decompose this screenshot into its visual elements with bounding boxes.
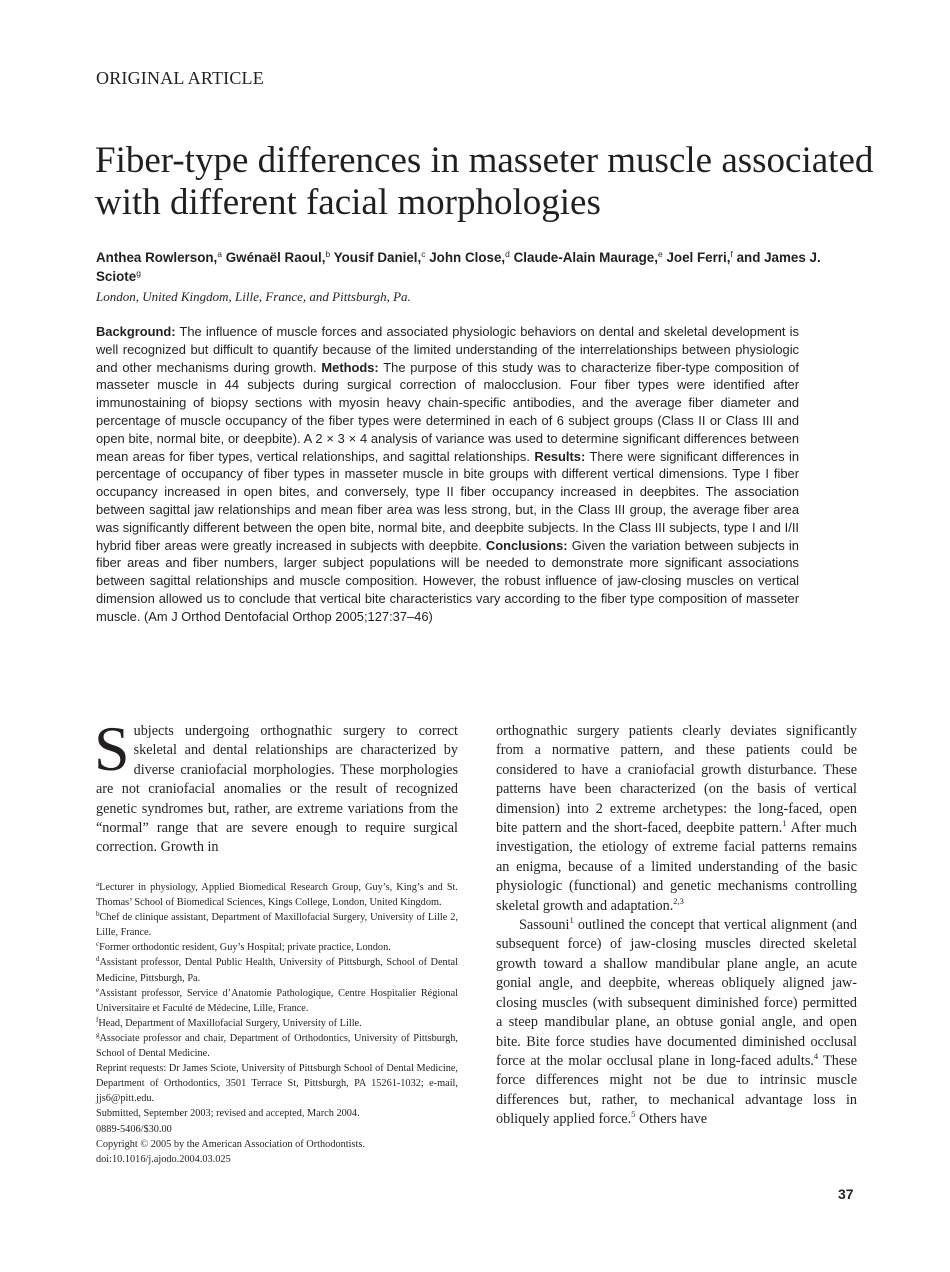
footnote-mark: b [96, 910, 100, 919]
abstract-citation: (Am J Orthod Dentofacial Orthop 2005;127:37–46) [144, 608, 433, 624]
abstract-methods-label: Methods: [321, 359, 379, 375]
footnote-text: Assistant professor, Service d’Anatomie Pathologique, Centre Hospitalier Régional Universitaire et Faculté de Médecine, Lille, France. [96, 987, 458, 1014]
body-paragraph [94, 713, 458, 858]
body-text: orthognathic surgery patients clearly deviates significantly from a normative pattern, and these patients could be considered to have a craniofacial growth disturbance. These patterns have been characterized (on the basis of vertical dimension) into 2 extreme archetypes: the long-faced, open bite pattern and the short-faced, deepbite pattern. [496, 723, 857, 837]
affiliation-footnote [96, 955, 458, 985]
author-name[interactable]: Gwénaël Raoul, [225, 250, 326, 265]
affiliation-locations: London, United Kingdom, Lille, France, and Pittsburgh, Pa. [96, 289, 411, 304]
author-conjunction: and [736, 250, 761, 265]
affiliation-footnote [96, 880, 458, 910]
affiliation-mark: b [325, 249, 331, 259]
reference-mark[interactable]: 4 [813, 1050, 819, 1061]
abstract-methods-text: The purpose of this study was to characterize fiber-type composition of masseter muscle in 44 subjects during surgical correction of malocclusion. Four fiber types were identified after immunostaining of biopsy sections with myosin heavy chain-specific antibodies, and the average fiber diameter and percentage of muscle occupancy of the fiber types were determined in each of 6 subject groups (Class II or Class III and open bite, normal bite, or deepbite). A 2 × 3 × 4 analysis of variance was used to determine significant differences between mean areas for fiber types, vertical relationships, and sagittal relationships. [96, 359, 799, 464]
reference-mark[interactable]: 2,3 [673, 895, 684, 906]
affiliation-footnote [96, 940, 458, 955]
drop-cap: S [94, 713, 130, 784]
author-name[interactable]: John Close, [429, 250, 506, 265]
body-column-left [94, 713, 458, 858]
affiliation-mark: d [505, 249, 510, 259]
footnote-mark: f [96, 1015, 99, 1024]
abstract [96, 323, 799, 626]
section-label: ORIGINAL ARTICLE [96, 68, 264, 88]
footnote-mark: c [96, 940, 100, 949]
body-column-right [496, 722, 857, 1130]
reference-mark[interactable]: 1 [782, 818, 787, 829]
body-text: Others have [635, 1111, 708, 1128]
doi[interactable]: doi:10.1016/j.ajodo.2004.03.025 [96, 1153, 231, 1165]
footnote-text: Head, Department of Maxillofacial Surgery, University of Lille. [98, 1017, 362, 1029]
footnote-text: Former orthodontic resident, Guy’s Hospital; private practice, London. [99, 942, 391, 954]
article-title: Fiber-type differences in masseter muscle associated with different facial morphologies [95, 140, 874, 223]
author-name[interactable]: James J. Sciote [96, 250, 821, 284]
reprint-requests: Reprint requests: Dr James Sciote, University of Pittsburgh School of Dental Medicine, Department of Orthodontics, 3501 Terrace St, Pittsburgh, PA 15261-1032; e-mail, jjs6@pitt.edu. [96, 1063, 458, 1105]
footnote-text: Associate professor and chair, Department of Orthodontics, University of Pittsburgh, School of Dental Medicine. [96, 1032, 458, 1060]
affiliation-footnote [96, 910, 458, 940]
footnote-mark: d [96, 955, 100, 964]
body-paragraph [496, 722, 857, 916]
footnotes [96, 880, 458, 1167]
author-name[interactable]: Anthea Rowlerson, [96, 250, 218, 265]
abstract-results-label: Results: [534, 448, 586, 464]
affiliation-footnote [96, 1016, 458, 1031]
copyright: Copyright © 2005 by the American Association of Orthodontists. [96, 1138, 365, 1150]
abstract-results-text: There were significant differences in percentage of occupancy of fiber types in masseter muscle in bite groups with different vertical dimensions. Type I fiber occupancy increased in open bites, and conversely, type II fiber occupancy increased in deepbites. The association between sagittal jaw relationships and mean fiber area was less strong, but, in the Class III group, the average fiber area was significantly different between the open bite, normal bite, and deepbite subjects. In the Class III subjects, type I and I/II hybrid fiber areas were greatly increased in subjects with deepbite. [96, 448, 799, 553]
footnote-mark: a [96, 880, 100, 888]
affiliation-footnotes [96, 880, 458, 1061]
reference-mark[interactable]: 1 [569, 915, 574, 926]
body-text: outlined the concept that vertical alignment (and subsequent force) of jaw-closing muscles directed skeletal growth toward a shallow mandibular plane angle, an acute gonial angle, and deepbite, whereas obliquely aligned jaw-closing muscles (with subsequent diminished force) permitted a steep mandibular plane, an obtuse gonial angle, and open bite. Bite force studies have documented diminished occlusal force at the molar occlusal plane in long-faced adults. [496, 917, 857, 1069]
abstract-conclusions-text: Given the variation between subjects in fiber areas and fiber numbers, larger subject populations will be needed to demonstrate more significant associations between sagittal relationships and muscle composition. However, the robust influence of jaw-closing muscles on vertical dimension allowed us to conclude that vertical bite characteristics vary according to the fiber type composition of masseter muscle. [96, 537, 799, 624]
affiliation-footnote [96, 1031, 458, 1061]
body-text: ubjects undergoing orthognathic surgery to correct skeletal and dental relationships are characterized by diverse craniofacial morphologies. These morphologies are not craniofacial anomalies or the result of recognized genetic syndromes but, rather, are extreme variations from the “normal” range that are severe enough to require surgical correction. Growth in [96, 723, 458, 856]
abstract-background-label: Background: [96, 324, 176, 339]
footnote-text: Chef de clinique assistant, Department of Maxillofacial Surgery, University of Lille 2, Lille, France. [96, 912, 458, 939]
body-text: Sassouni [519, 917, 570, 934]
footnote-text: Lecturer in physiology, Applied Biomedical Research Group, Guy’s, King’s and St. Thomas’ School of Biomedical Sciences, Kings College, London, United Kingdom. [96, 882, 458, 909]
footnote-text: Assistant professor, Dental Public Health, University of Pittsburgh, School of Dental Medicine, Pittsburgh, Pa. [96, 957, 458, 984]
author-name[interactable]: Claude-Alain Maurage, [513, 250, 658, 265]
submission-dates: Submitted, September 2003; revised and accepted, March 2004. [96, 1108, 360, 1120]
footnote-mark: g [96, 1030, 100, 1039]
reference-mark[interactable]: 5 [631, 1109, 636, 1120]
issn: 0889-5406/$30.00 [96, 1123, 172, 1135]
body-text: After much investigation, the etiology of extreme facial patterns remains an enigma, because of a limited understanding of the basic physiologic (functional) and genetic mechanisms controlling skeletal growth and adaptation. [496, 820, 857, 914]
affiliation-mark: a [217, 249, 223, 259]
affiliation-mark: f [730, 249, 733, 259]
affiliation-mark: c [421, 249, 426, 259]
footnote-mark: e [96, 985, 100, 994]
body-paragraph [496, 916, 857, 1129]
abstract-background-text: The influence of muscle forces and associated physiologic behaviors on dental and skeletal development is well recognized but difficult to quantify because of the limited understanding of the interrelationships between physiologic and other mechanisms during growth. [96, 324, 799, 375]
page-number: 37 [838, 1186, 854, 1202]
author-name[interactable]: Yousif Daniel, [333, 250, 422, 265]
affiliation-mark: g [136, 268, 141, 278]
affiliation-footnote [96, 986, 458, 1016]
body-text: These force differences might not be due to intrinsic muscle differences but, rather, to mechanical advantage loss in obliquely applied force. [496, 1052, 857, 1128]
author-name[interactable]: Joel Ferri, [666, 250, 731, 265]
author-list [96, 248, 856, 286]
affiliation-mark: e [657, 249, 663, 259]
abstract-conclusions-label: Conclusions: [485, 537, 568, 553]
